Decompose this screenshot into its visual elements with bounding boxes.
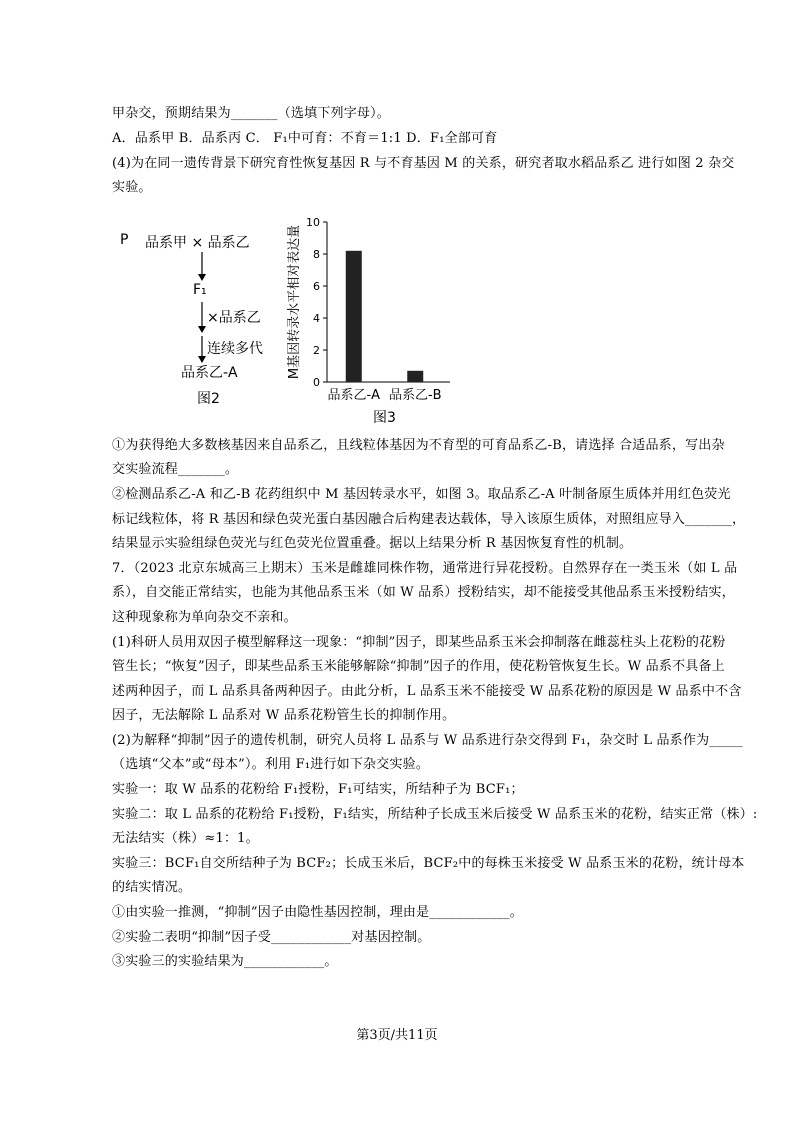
y-tick-label: 6 [313, 280, 320, 293]
y-tick-label: 0 [313, 376, 320, 389]
figure3-caption: 图3 [373, 410, 396, 426]
chart-svg [285, 210, 455, 435]
text-line: A．品系甲 B．品系丙 C． F₁中可育：不育＝1:1 D．F₁全部可育 [112, 131, 498, 146]
text-line: (4)为在同一遗传背景下研究育性恢复基因 R 与不育基因 M 的关系，研究者取水稻品系乙 进行如图 2 杂交 [112, 156, 735, 171]
figure2-caption: 图2 [197, 391, 220, 407]
text-line: 无法结实（株）≈1：1。 [112, 831, 259, 846]
cross-diagram [115, 210, 305, 410]
text-line: 实验三：BCF₁自交所结种子为 BCF₂；长成玉米后，BCF₂中的每株玉米接受 W 品系玉米的花粉，统计母本 [112, 856, 745, 871]
f1-label: F₁ [193, 282, 207, 298]
bar [407, 371, 423, 382]
repeat-label: 连续多代 [207, 341, 263, 357]
result-label: 品系乙-A [181, 365, 238, 381]
text-line: 甲杂交，预期结果为_______（选填下列字母）。 [112, 106, 391, 121]
y-tick-label: 2 [313, 344, 320, 357]
bar [346, 251, 362, 382]
text-line: ①由实验一推测，“抑制”因子由隐性基因控制，理由是____________。 [112, 905, 523, 920]
generation-p-label: P [120, 232, 129, 248]
text-line: ③实验三的实验结果为____________。 [112, 954, 338, 969]
y-tick-label: 4 [313, 312, 320, 325]
text-line: 交实验流程_______。 [112, 462, 239, 477]
text-line: 系），自交能正常结实，也能为其他品系玉米（如 W 品系）授粉结实，却不能接受其他品系玉米授粉结实， [112, 585, 735, 600]
text-line: ①为获得绝大多数核基因来自品系乙，且线粒体基因为不育型的可育品系乙-B，请选择 合适品系，写出杂 [112, 438, 725, 453]
y-tick-label: 8 [313, 248, 320, 261]
text-line: ②实验二表明“抑制”因子受____________对基因控制。 [112, 930, 431, 945]
text-line: 7．（2023 北京东城高三上期末）玉米是雌雄同株作物，通常进行异花授粉。自然界存在一类玉米（如 L 品 [112, 561, 738, 576]
backcross-label: ×品系乙 [207, 310, 261, 326]
text-line: 管生长；“恢复”因子，即某些品系玉米能够解除“抑制”因子的作用，使花粉管恢复生长。W 品系不具备上 [112, 659, 725, 674]
text-line: 实验。 [112, 180, 152, 195]
text-line: （选填“父本”或“母本”）。利用 F₁进行如下杂交实验。 [112, 757, 430, 772]
text-line: 因子，无法解除 L 品系对 W 品系花粉管生长的抑制作用。 [112, 708, 456, 723]
parent-cross-label: 品系甲 × 品系乙 [145, 235, 250, 251]
text-line: 标记线粒体，将 R 基因和绿色荧光蛋白基因融合后构建表达载体，导入该原生质体，对照组应导入_______， [112, 512, 746, 527]
bar-chart [285, 210, 455, 435]
page-footer: 第3页/共11页 [356, 1028, 438, 1043]
text-line: 这种现象称为单向杂交不亲和。 [112, 610, 297, 625]
text-line: (2)为解释“抑制”因子的遗传机制，研究人员将 L 品系与 W 品系进行杂交得到 F₁，杂交时 L 品系作为_____ [112, 733, 743, 748]
text-line: 结果显示实验组绿色荧光与红色荧光位置重叠。据以上结果分析 R 基因恢复育性的机制。 [112, 536, 633, 551]
y-axis-label: M基因转录水平相对表达量 [287, 224, 302, 380]
text-line: 的结实情况。 [112, 880, 192, 895]
y-tick-label: 10 [306, 216, 320, 229]
text-line: 述两种因子，而 L 品系具备两种因子。由此分析，L 品系玉米不能接受 W 品系花粉的原因是 W 品系中不含 [112, 684, 742, 699]
text-line: (1)科研人员用双因子模型解释这一现象：“抑制”因子，即某些品系玉米会抑制落在雌蕊柱头上花粉的花粉 [112, 635, 726, 650]
text-line: ②检测品系乙-A 和乙-B 花药组织中 M 基因转录水平，如图 3。取品系乙-A 叶制备原生质体并用红色荧光 [112, 487, 731, 502]
text-line: 实验一：取 W 品系的花粉给 F₁授粉，F₁可结实，所结种子为 BCF₁； [112, 782, 524, 797]
x-tick-label: 品系乙-A [327, 388, 381, 403]
text-line: 实验二：取 L 品系的花粉给 F₁授粉，F₁结实，所结种子长成玉米后接受 W 品系玉米的花粉，结实正常（株）: [112, 807, 758, 822]
x-tick-label: 品系乙-B [388, 388, 442, 403]
